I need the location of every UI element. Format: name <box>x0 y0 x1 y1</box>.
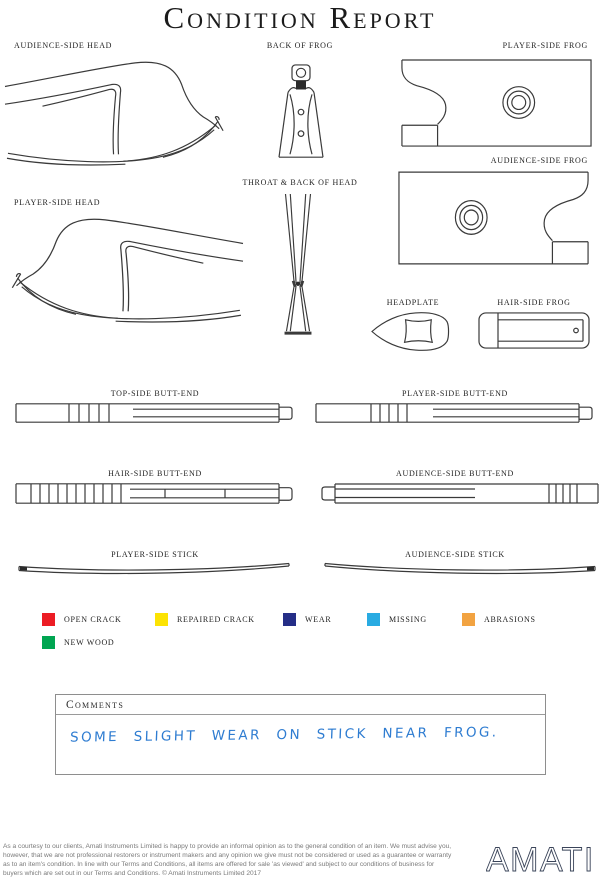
player-side-head-drawing <box>5 213 243 331</box>
player-side-stick-drawing <box>12 561 294 577</box>
player-side-butt-end-drawing <box>315 400 598 426</box>
label-audience-side-butt-end: AUDIENCE-SIDE BUTT-END <box>396 469 514 478</box>
hair-side-frog-drawing <box>478 312 590 349</box>
label-back-of-frog: BACK OF FROG <box>266 41 334 50</box>
new-wood-swatch <box>42 636 55 649</box>
throat-back-of-head-drawing <box>273 194 323 340</box>
legend-label-wear: WEAR <box>305 615 332 624</box>
legend-item-repaired-crack <box>155 613 255 626</box>
legend-label-missing: MISSING <box>389 615 427 624</box>
label-audience-side-head: AUDIENCE-SIDE HEAD <box>14 41 113 50</box>
wear-swatch <box>283 613 296 626</box>
legend-label-new-wood: NEW WOOD <box>64 638 115 647</box>
amati-logo <box>486 840 598 880</box>
label-headplate: HEADPLATE <box>386 298 440 307</box>
page-title: Condition Report <box>163 0 437 35</box>
label-player-side-frog: PLAYER-SIDE FROG <box>502 41 588 50</box>
legend-item-wear <box>283 613 331 626</box>
label-player-side-head: PLAYER-SIDE HEAD <box>14 198 101 207</box>
label-player-side-stick: PLAYER-SIDE STICK <box>111 550 199 559</box>
legend-item-new-wood <box>42 636 114 649</box>
svg-text:AMATI: AMATI <box>486 841 595 879</box>
missing-swatch <box>367 613 380 626</box>
top-side-butt-end-drawing <box>15 400 298 426</box>
label-throat-back-of-head: THROAT & BACK OF HEAD <box>242 178 358 187</box>
label-hair-side-frog: HAIR-SIDE FROG <box>497 298 571 307</box>
hair-side-butt-end-drawing <box>15 480 298 507</box>
label-audience-side-stick: AUDIENCE-SIDE STICK <box>405 550 505 559</box>
comments-box <box>55 694 546 775</box>
comments-handwriting: SOME SLIGHT WEAR ON STICK NEAR FROG. <box>69 724 499 746</box>
open-crack-swatch <box>42 613 55 626</box>
legend-item-abrasions <box>462 613 536 626</box>
comments-title: Comments <box>56 695 545 715</box>
player-side-frog-drawing <box>396 58 594 149</box>
audience-side-head-drawing <box>5 56 230 174</box>
label-audience-side-frog: AUDIENCE-SIDE FROG <box>490 156 588 165</box>
audience-side-stick-drawing <box>320 561 600 577</box>
legend-item-missing <box>367 613 427 626</box>
legend-label-repaired-crack: REPAIRED CRACK <box>177 615 255 624</box>
legend-item-open-crack <box>42 613 121 626</box>
label-top-side-butt-end: TOP-SIDE BUTT-END <box>110 389 200 398</box>
label-hair-side-butt-end: HAIR-SIDE BUTT-END <box>108 469 202 478</box>
legend-label-open-crack: OPEN CRACK <box>64 615 122 624</box>
back-of-frog-drawing <box>272 63 330 166</box>
label-player-side-butt-end: PLAYER-SIDE BUTT-END <box>401 389 509 398</box>
footer-disclaimer: As a courtesy to our clients, Amati Instruments Limited is happy to provide an informal opinion as to the general condition of an item. We must advise you, however, that we are not professional restorers or instrument makers and any opinion we give must not be considered or used as a guarantee or warranty as to an item's condition. In line with our Terms and Conditions, all items are offered for sale 'as viewed' and subject to our conditions of business for buyers which are set out in our Terms and Conditions. © Amati Instruments Limited 2017 <box>3 843 452 878</box>
repaired-crack-swatch <box>155 613 168 626</box>
headplate-drawing <box>371 309 452 354</box>
abrasions-swatch <box>462 613 475 626</box>
legend-label-abrasions: ABRASIONS <box>484 615 536 624</box>
audience-side-butt-end-drawing <box>317 480 600 507</box>
audience-side-frog-drawing <box>396 170 594 267</box>
